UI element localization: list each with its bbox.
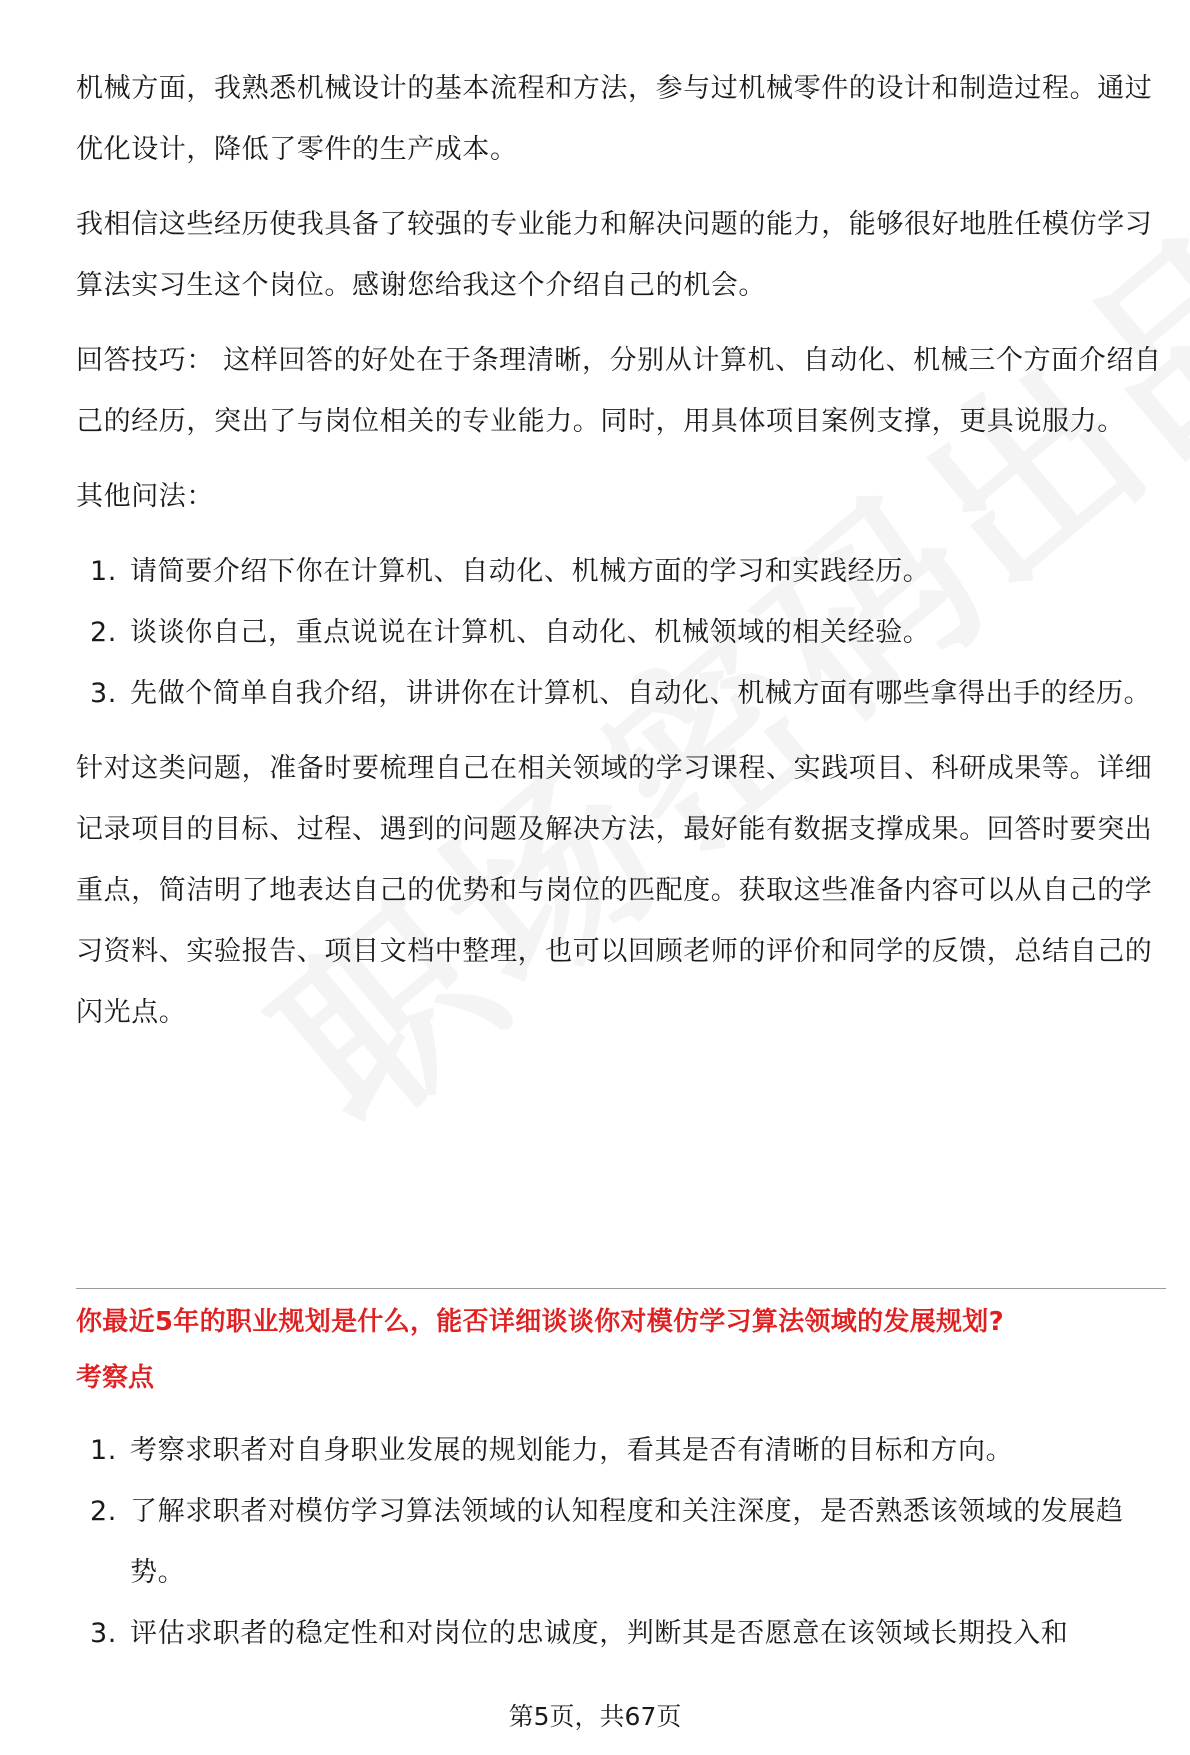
other-questions-list — [76, 541, 1166, 724]
list-number: 1. — [90, 556, 117, 587]
list-item — [76, 663, 1166, 724]
list-text: 请简要介绍下你在计算机、自动化、机械方面的学习和实践经历。 — [130, 556, 931, 587]
paragraph-other-asks-heading: 其他问法： — [76, 481, 214, 512]
list-text: 考察求职者对自身职业发展的规划能力，看其是否有清晰的目标和方向。 — [130, 1435, 1014, 1466]
section-divider — [76, 1288, 1166, 1289]
list-text: 先做个简单自我介绍，讲讲你在计算机、自动化、机械方面有哪些拿得出手的经历。 — [130, 678, 1152, 709]
list-text: 了解求职者对模仿学习算法领域的认知程度和关注深度，是否熟悉该领域的发展趋势。 — [130, 1496, 1124, 1588]
list-text: 谈谈你自己，重点说说在计算机、自动化、机械领域的相关经验。 — [130, 617, 931, 648]
list-text: 评估求职者的稳定性和对岗位的忠诚度，判断其是否愿意在该领域长期投入和 — [130, 1618, 1069, 1649]
paragraph-confidence: 我相信这些经历使我具备了较强的专业能力和解决问题的能力，能够很好地胜任模仿学习算法实习生这个岗位。感谢您给我这个介绍自己的机会。 — [76, 209, 1153, 301]
list-item — [76, 541, 1166, 602]
question-title: 你最近5年的职业规划是什么，能否详细谈谈你对模仿学习算法领域的发展规划? — [76, 1307, 1004, 1337]
list-number: 2. — [90, 617, 117, 648]
question-section — [76, 1294, 1166, 1664]
list-item — [76, 1420, 1166, 1481]
list-number: 3. — [90, 1618, 117, 1649]
list-item — [76, 1481, 1166, 1603]
list-number: 2. — [90, 1496, 117, 1527]
body-content — [76, 58, 1166, 1043]
paragraph-answer-tips: 回答技巧： 这样回答的好处在于条理清晰，分别从计算机、自动化、机械三个方面介绍自己的经历，突出了与岗位相关的专业能力。同时，用具体项目案例支撑，更具说服力。 — [76, 345, 1162, 437]
paragraph-preparation-advice: 针对这类问题，准备时要梳理自己在相关领域的学习课程、实践项目、科研成果等。详细记录项目的目标、过程、遇到的问题及解决方法，最好能有数据支撑成果。回答时要突出重点，简洁明了地表达自己的优势和与岗位的匹配度。获取这些准备内容可以从自己的学习资料、实验报告、项目文档中整理，也可以回顾老师的评价和同学的反馈，总结自己的闪光点。 — [76, 753, 1153, 1028]
question-subheading: 考察点 — [76, 1363, 155, 1393]
assessment-points-list — [76, 1420, 1166, 1664]
paragraph-mechanical: 机械方面，我熟悉机械设计的基本流程和方法，参与过机械零件的设计和制造过程。通过优化设计，降低了零件的生产成本。 — [76, 73, 1153, 165]
list-item — [76, 602, 1166, 663]
list-item — [76, 1603, 1166, 1664]
list-number: 3. — [90, 678, 117, 709]
page-footer: 第5页，共67页 — [508, 1702, 682, 1731]
list-number: 1. — [90, 1435, 117, 1466]
